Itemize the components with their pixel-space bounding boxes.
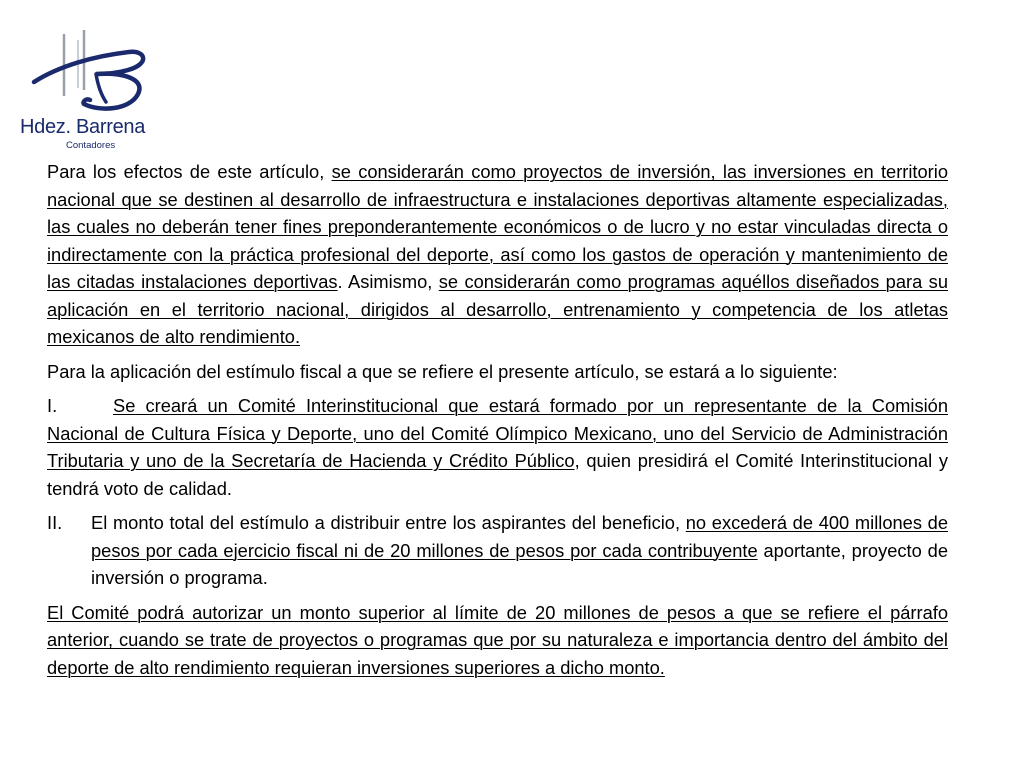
logo-subtitle: Contadores	[66, 140, 116, 151]
p1-text-c: . Asimismo,	[337, 271, 439, 292]
item1-rest: , quien presidirá el Comité Interinstitucional y tendrá voto de calidad.	[47, 450, 948, 499]
item1-underlined: Se creará un Comité Interinstitucional que estará formado por un representante de la Comisión Nacional de Cultura Física y Deporte, uno del Comité Olímpico Mexicano, uno del Servicio de Administración Tributaria y uno de la Secretaría de Hacienda y Crédito Público	[47, 395, 948, 471]
item2-rest: aportante, proyecto de inversión o programa.	[91, 539, 948, 588]
list-item-1-body	[47, 392, 948, 502]
company-logo	[14, 30, 164, 154]
hb-monogram-icon	[24, 30, 154, 118]
p1-underlined-b: se considerarán como proyectos de inversión, las inversiones en territorio nacional que se destinen al desarrollo de infraestructura e instalaciones deportivas altamente especializadas, las cuales no deberán tener fines preponderantemente económicos o de lucro y no estar vinculadas directa o indirectamente con la práctica profesional del deporte, así como los gastos de operación y mantenimiento de las citadas instalaciones deportivas	[47, 161, 948, 292]
list-item-2-number: II.	[47, 512, 63, 533]
p1-underlined-d: se considerarán como programas aquéllos diseñados para su aplicación en el territorio nacional, dirigidos al desarrollo, entrenamiento y competencia de los atletas mexicanos de alto rendimiento.	[47, 271, 948, 347]
list-item-1	[47, 392, 948, 502]
paragraph-2: Para la aplicación del estímulo fiscal a que se refiere el presente artículo, se estará a lo siguiente:	[47, 360, 838, 382]
item2-underlined: no excederá de 400 millones de pesos por cada ejercicio fiscal ni de 20 millones de pesos por cada contribuyente	[91, 512, 948, 561]
logo-brand-name: Hdez. Barrena	[20, 116, 146, 138]
paragraph-1	[47, 158, 948, 351]
list-item-2-body	[91, 509, 948, 592]
list-item-2	[47, 509, 948, 592]
p1-text-a: Para los efectos de este artículo,	[47, 161, 332, 182]
document-body	[47, 158, 948, 688]
item2-text-a: El monto total del estímulo a distribuir entre los aspirantes del beneficio,	[91, 512, 686, 533]
paragraph-3: El Comité podrá autorizar un monto superior al límite de 20 millones de pesos a que se refiere el párrafo anterior, cuando se trate de proyectos o programas que por su naturaleza e importancia dentro del ámbito del deporte de alto rendimiento requieran inversiones superiores a dicho monto.	[47, 601, 948, 678]
list-item-1-number: I.	[47, 395, 58, 416]
